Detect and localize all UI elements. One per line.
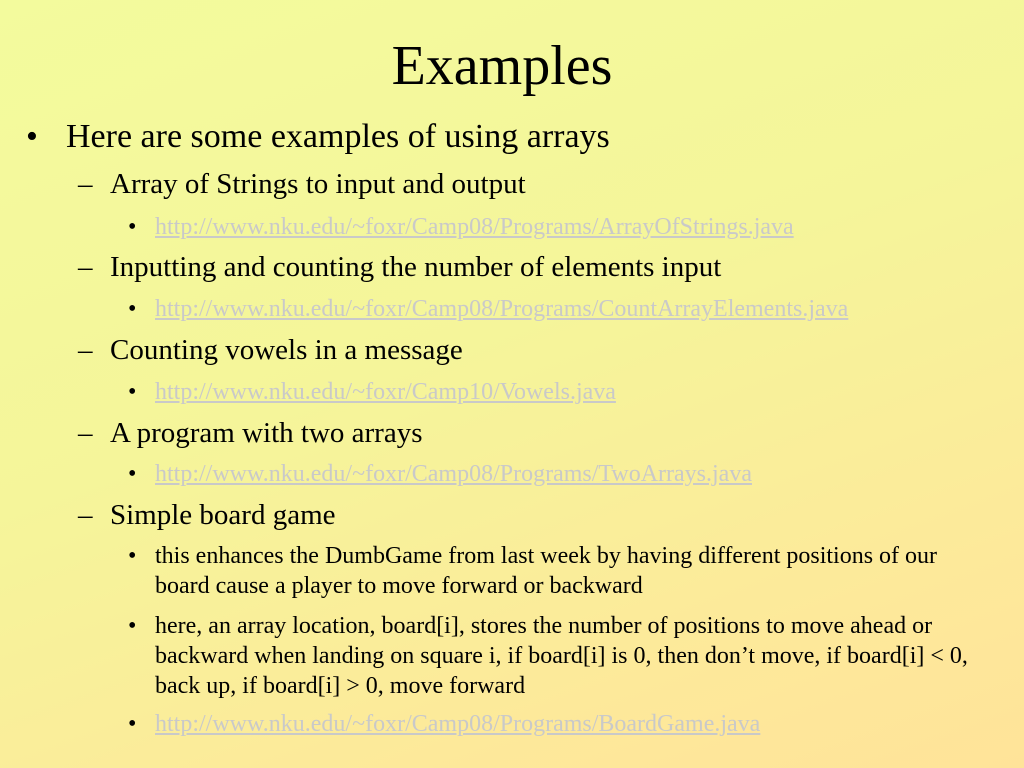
bullet-icon: • — [128, 214, 137, 240]
item-heading: A program with two arrays — [110, 417, 423, 449]
note-text: here, an array location, board[i], stores the number of positions to move ahead or backward when landing on square i, if board[i] is 0, then don’t move, if board[i] < 0, back up, if board[i] > 0, move forward — [155, 613, 968, 699]
dash-icon: – — [78, 417, 93, 449]
dash-icon: – — [78, 251, 93, 283]
link-count-array-elements[interactable]: http://www.nku.edu/~foxr/Camp08/Programs/CountArrayElements.java — [155, 296, 849, 322]
item-heading: Array of Strings to input and output — [110, 168, 526, 200]
link-array-of-strings[interactable]: http://www.nku.edu/~foxr/Camp08/Programs/ArrayOfStrings.java — [155, 214, 794, 240]
item-heading: Counting vowels in a message — [110, 334, 463, 366]
item-heading: Inputting and counting the number of elements input — [110, 251, 722, 283]
dash-icon: – — [78, 168, 93, 200]
link-two-arrays[interactable]: http://www.nku.edu/~foxr/Camp08/Programs/TwoArrays.java — [155, 461, 752, 487]
bullet-icon: • — [128, 613, 137, 639]
bullet-icon: • — [128, 711, 137, 737]
link-board-game[interactable]: http://www.nku.edu/~foxr/Camp08/Programs/BoardGame.java — [155, 711, 761, 737]
bullet-icon: • — [128, 296, 137, 322]
intro-text: Here are some examples of using arrays — [66, 118, 610, 155]
note-text: this enhances the DumbGame from last week by having different positions of our board cause a player to move forward or backward — [155, 543, 938, 599]
bullet-icon: • — [128, 379, 137, 405]
item-heading: Simple board game — [110, 499, 336, 531]
slide-title: Examples — [391, 35, 613, 97]
bullet-icon: • — [128, 461, 137, 487]
bullet-icon: • — [128, 543, 137, 569]
bullet-icon: • — [26, 118, 38, 155]
link-vowels[interactable]: http://www.nku.edu/~foxr/Camp10/Vowels.java — [155, 379, 616, 405]
dash-icon: – — [78, 499, 93, 531]
dash-icon: – — [78, 334, 93, 366]
